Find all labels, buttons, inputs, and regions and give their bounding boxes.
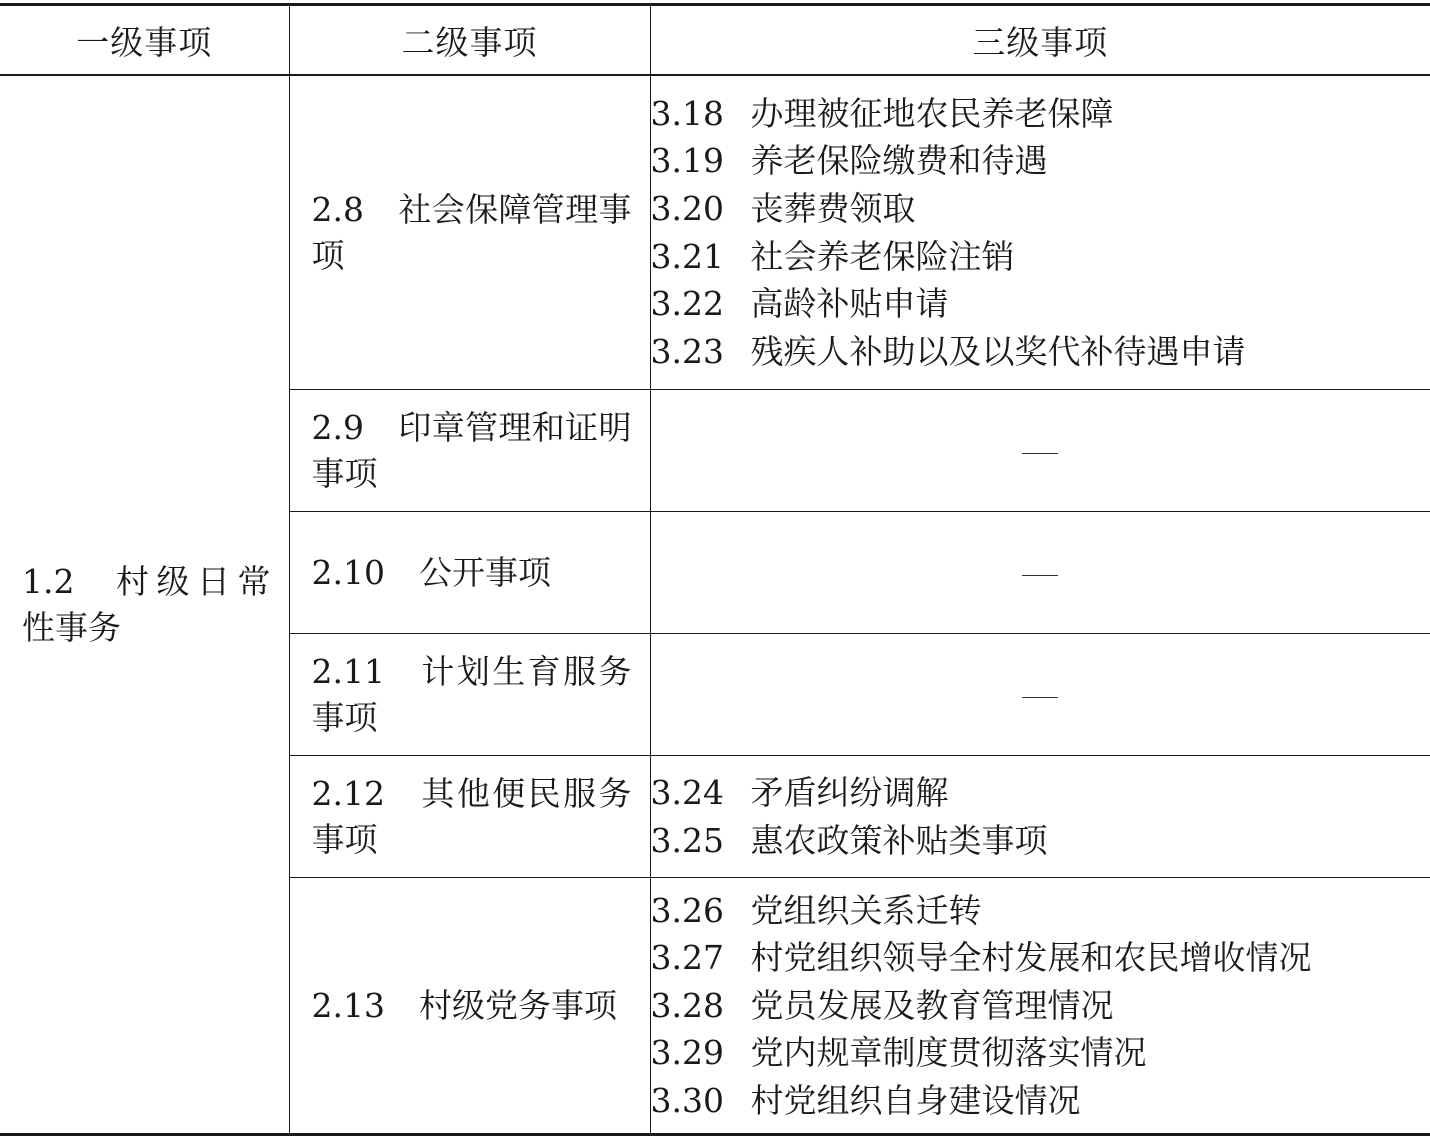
- item-number: 3.20: [651, 185, 751, 233]
- list-item: [651, 137, 1430, 185]
- header-level2: 二级事项: [289, 5, 650, 76]
- list-item: [651, 887, 1430, 935]
- item-text: 丧葬费领取: [751, 189, 916, 228]
- item-text: 矛盾纠纷调解: [751, 773, 949, 812]
- list-item: [651, 233, 1430, 281]
- item-number: 3.30: [651, 1077, 751, 1125]
- level1-label: [0, 559, 289, 651]
- item-text: 党组织关系迁转: [751, 891, 982, 930]
- empty-dash: [1022, 575, 1058, 576]
- level2-text: 村级党务事项: [419, 986, 617, 1025]
- list-item: [651, 328, 1430, 376]
- level2-label: [290, 550, 650, 596]
- level2-cell: [289, 878, 650, 1135]
- item-number: 3.18: [651, 90, 751, 138]
- level2-label: [290, 649, 650, 741]
- item-number: 3.27: [651, 934, 751, 982]
- level2-number: 2.9: [312, 405, 364, 451]
- item-number: 3.24: [651, 769, 751, 817]
- item-text: 惠农政策补贴类事项: [751, 821, 1048, 860]
- item-text: 办理被征地农民养老保障: [751, 94, 1114, 133]
- level2-label: [290, 405, 650, 497]
- item-text: 养老保险缴费和待遇: [751, 141, 1048, 180]
- item-text: 残疾人补助以及以奖代补待遇申请: [751, 332, 1246, 371]
- list-item: [651, 1029, 1430, 1077]
- level2-number: 2.11: [312, 649, 385, 695]
- level2-cell: [289, 75, 650, 390]
- level2-text: 社会保障管理事项: [312, 190, 632, 275]
- item-number: 3.25: [651, 817, 751, 865]
- level2-number: 2.12: [312, 771, 385, 817]
- item-number: 3.19: [651, 137, 751, 185]
- item-text: 党员发展及教育管理情况: [751, 986, 1114, 1025]
- level3-cell: [650, 75, 1430, 390]
- header-row: [0, 5, 1430, 76]
- list-item: [651, 769, 1430, 817]
- level2-cell: [289, 634, 650, 756]
- empty-dash: [1022, 697, 1058, 698]
- level2-text: 印章管理和证明事项: [312, 408, 632, 493]
- level2-number: 2.13: [312, 983, 385, 1029]
- level1-cell: [0, 75, 289, 1135]
- list-item: [651, 90, 1430, 138]
- empty-dash: [1022, 453, 1058, 454]
- list-item: [651, 817, 1430, 865]
- level2-label: [290, 983, 650, 1029]
- list-item: [651, 982, 1430, 1030]
- item-number: 3.23: [651, 328, 751, 376]
- level1-number: 1.2: [22, 559, 74, 605]
- level1-text: 村级日常性事务: [22, 562, 271, 647]
- item-number: 3.21: [651, 233, 751, 281]
- item-number: 3.22: [651, 280, 751, 328]
- header-level1: 一级事项: [0, 5, 289, 76]
- header-level3: 三级事项: [650, 5, 1430, 76]
- level2-text: 计划生育服务事项: [312, 652, 632, 737]
- level2-text: 其他便民服务事项: [312, 774, 632, 859]
- matters-table: [0, 3, 1430, 1136]
- level3-cell: [650, 634, 1430, 756]
- list-item: [651, 185, 1430, 233]
- level2-label: [290, 187, 650, 279]
- level2-number: 2.8: [312, 187, 364, 233]
- item-text: 社会养老保险注销: [751, 237, 1015, 276]
- item-text: 村党组织领导全村发展和农民增收情况: [751, 938, 1312, 977]
- level2-cell: [289, 512, 650, 634]
- item-number: 3.29: [651, 1029, 751, 1077]
- item-number: 3.28: [651, 982, 751, 1030]
- level2-cell: [289, 756, 650, 878]
- level2-text: 公开事项: [419, 553, 551, 592]
- item-number: 3.26: [651, 887, 751, 935]
- list-item: [651, 934, 1430, 982]
- level2-number: 2.10: [312, 550, 385, 596]
- level3-cell: [650, 390, 1430, 512]
- level3-cell: [650, 512, 1430, 634]
- level2-label: [290, 771, 650, 863]
- table-row: [0, 75, 1430, 390]
- list-item: [651, 1077, 1430, 1125]
- item-text: 村党组织自身建设情况: [751, 1081, 1081, 1120]
- list-item: [651, 280, 1430, 328]
- level3-cell: [650, 878, 1430, 1135]
- item-text: 高龄补贴申请: [751, 284, 949, 323]
- level2-cell: [289, 390, 650, 512]
- item-text: 党内规章制度贯彻落实情况: [751, 1033, 1147, 1072]
- level3-cell: [650, 756, 1430, 878]
